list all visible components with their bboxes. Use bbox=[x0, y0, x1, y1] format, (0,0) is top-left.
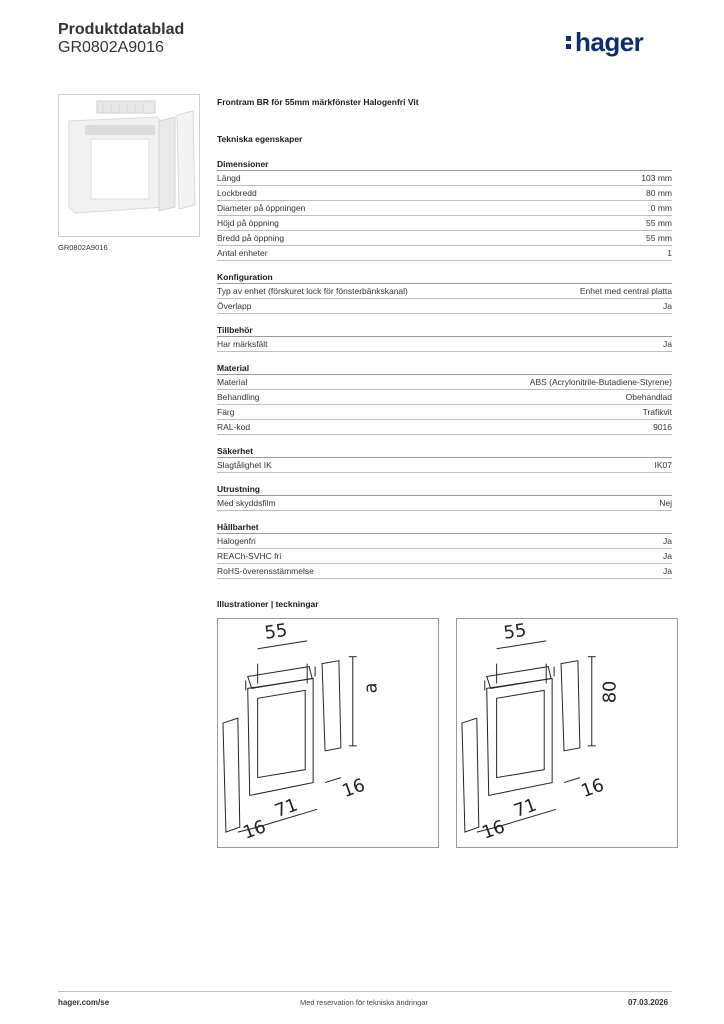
footer-divider bbox=[58, 991, 672, 992]
spec-label: Behandling bbox=[217, 392, 260, 402]
spec-label: RAL-kod bbox=[217, 422, 251, 432]
dim-width: 55 bbox=[263, 619, 289, 644]
spec-row bbox=[217, 201, 672, 216]
spec-row bbox=[217, 390, 672, 405]
spec-label: REACh-SVHC fri bbox=[217, 551, 282, 561]
section-title: Dimensioner bbox=[217, 158, 672, 171]
spec-value: Ja bbox=[663, 566, 672, 576]
spec-label: Färg bbox=[217, 407, 235, 417]
spec-value: 55 mm bbox=[646, 233, 672, 243]
dim-height: 80 bbox=[599, 680, 621, 704]
section-sakerhet bbox=[217, 445, 672, 473]
section-tillbehor bbox=[217, 324, 672, 352]
spec-label: Material bbox=[217, 377, 248, 387]
document-title: Produktdatablad bbox=[58, 21, 185, 38]
spec-row bbox=[217, 231, 672, 246]
spec-row bbox=[217, 186, 672, 201]
spec-label: Bredd på öppning bbox=[217, 233, 285, 243]
illustrations-title: Illustrationer | teckningar bbox=[217, 599, 319, 609]
frame-product-icon bbox=[59, 95, 199, 236]
spec-value: Trafikvit bbox=[642, 407, 672, 417]
footer-date: 07.03.2026 bbox=[628, 998, 669, 1007]
spec-label: Höjd på öppning bbox=[217, 218, 279, 228]
spec-label: Antal enheter bbox=[217, 248, 268, 258]
section-title: Säkerhet bbox=[217, 445, 672, 458]
section-utrustning bbox=[217, 483, 672, 511]
spec-value: 0 mm bbox=[650, 203, 672, 213]
spec-label: Längd bbox=[217, 173, 241, 183]
spec-row bbox=[217, 337, 672, 352]
spec-row bbox=[217, 420, 672, 435]
frame-drawing-icon bbox=[457, 619, 677, 847]
spec-row bbox=[217, 549, 672, 564]
section-dimensioner bbox=[217, 158, 672, 261]
technical-drawing-1 bbox=[217, 618, 439, 848]
spec-row bbox=[217, 564, 672, 579]
section-title: Utrustning bbox=[217, 483, 672, 496]
spec-label: Har märksfält bbox=[217, 339, 268, 349]
footer-disclaimer: Med reservation för tekniska ändringar bbox=[300, 998, 428, 1007]
spec-value: IK07 bbox=[654, 460, 672, 470]
dim-left: 16 bbox=[479, 816, 508, 844]
product-image bbox=[58, 94, 200, 237]
spec-row bbox=[217, 216, 672, 231]
spec-row bbox=[217, 496, 672, 511]
section-hallbarhet bbox=[217, 521, 672, 579]
spec-label: Lockbredd bbox=[217, 188, 257, 198]
dim-width: 55 bbox=[502, 619, 528, 644]
spec-value: Ja bbox=[663, 551, 672, 561]
spec-row bbox=[217, 405, 672, 420]
spec-label: Typ av enhet (förskuret lock för fönsterbänkskanal) bbox=[217, 286, 408, 296]
image-caption: GR0802A9016 bbox=[58, 243, 108, 252]
section-title: Tillbehör bbox=[217, 324, 672, 337]
footer-website: hager.com/se bbox=[58, 998, 110, 1007]
technical-drawing-2 bbox=[456, 618, 678, 848]
section-title: Konfiguration bbox=[217, 271, 672, 284]
spec-value: Ja bbox=[663, 301, 672, 311]
spec-row bbox=[217, 246, 672, 261]
spec-row bbox=[217, 284, 672, 299]
spec-value: 55 mm bbox=[646, 218, 672, 228]
specifications bbox=[217, 95, 672, 579]
spec-label: Diameter på öppningen bbox=[217, 203, 306, 213]
spec-value: 80 mm bbox=[646, 188, 672, 198]
dim-front: 71 bbox=[271, 794, 301, 822]
dim-right: 16 bbox=[339, 774, 368, 803]
section-material bbox=[217, 362, 672, 435]
dim-left: 16 bbox=[240, 816, 269, 844]
spec-value: Obehandlad bbox=[625, 392, 672, 402]
dim-height: a bbox=[360, 682, 382, 694]
section-title: Material bbox=[217, 362, 672, 375]
spec-label: RoHS-överensstämmelse bbox=[217, 566, 314, 576]
section-konfiguration bbox=[217, 271, 672, 314]
logo-mark-icon bbox=[566, 30, 573, 52]
spec-label: Med skyddsfilm bbox=[217, 498, 276, 508]
spec-label: Halogenfri bbox=[217, 536, 256, 546]
spec-row bbox=[217, 171, 672, 186]
section-title: Hållbarhet bbox=[217, 521, 672, 534]
dim-front: 71 bbox=[510, 794, 540, 822]
spec-value: ABS (Acrylonitrile-Butadiene-Styrene) bbox=[529, 377, 672, 387]
spec-label: Slagtålighet IK bbox=[217, 460, 272, 470]
frame-drawing-icon bbox=[218, 619, 438, 847]
spec-value: 103 mm bbox=[641, 173, 672, 183]
tech-heading: Tekniska egenskaper bbox=[217, 134, 303, 144]
spec-value: Ja bbox=[663, 339, 672, 349]
product-title: Frontram BR för 55mm märkfönster Halogenfri Vit bbox=[217, 97, 419, 107]
spec-value: Ja bbox=[663, 536, 672, 546]
spec-row bbox=[217, 534, 672, 549]
spec-row bbox=[217, 375, 672, 390]
spec-value: 9016 bbox=[653, 422, 672, 432]
logo-text: hager bbox=[575, 27, 644, 57]
dim-right: 16 bbox=[578, 774, 607, 803]
product-code: GR0802A9016 bbox=[58, 39, 164, 56]
spec-label: Överlapp bbox=[217, 301, 252, 311]
hager-logo bbox=[566, 27, 643, 58]
spec-value: Enhet med central platta bbox=[579, 286, 672, 296]
spec-row bbox=[217, 458, 672, 473]
spec-value: Nej bbox=[659, 498, 672, 508]
spec-value: 1 bbox=[667, 248, 672, 258]
spec-row bbox=[217, 299, 672, 314]
